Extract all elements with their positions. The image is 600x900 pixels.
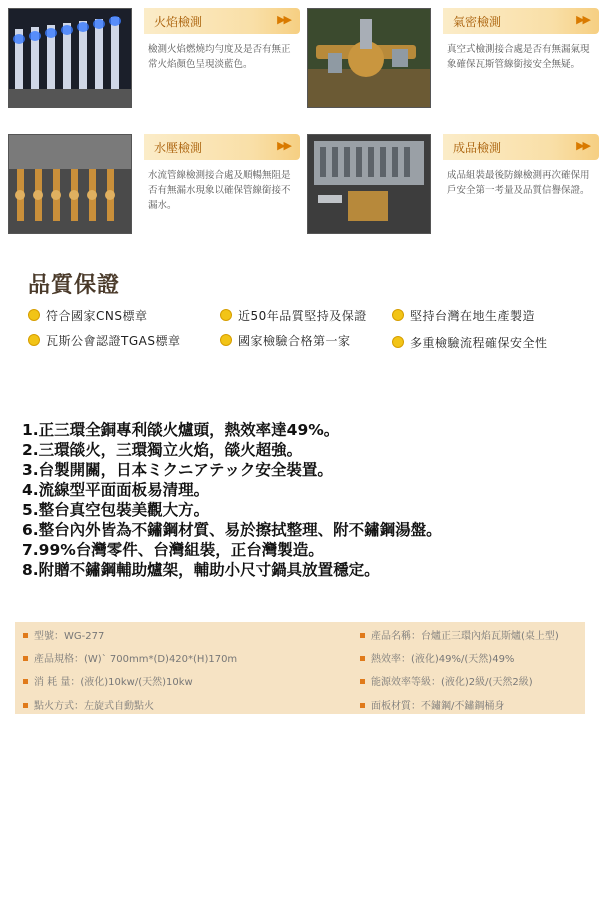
spec-text: 點火方式：左旋式自動點火 bbox=[34, 701, 154, 712]
bullet-dot-icon bbox=[392, 309, 404, 321]
card-description: 真空式檢測接合處是否有無漏氣現象確保瓦斯管線銜接安全無疑。 bbox=[447, 44, 590, 70]
double-arrow-icon: ▶▶ bbox=[277, 13, 290, 26]
card-title: 氣密檢測 bbox=[453, 15, 502, 29]
spec-row bbox=[360, 673, 533, 688]
spec-row bbox=[23, 673, 193, 688]
feature-item: 5.整台真空包裝美觀大方。 bbox=[22, 501, 210, 519]
bullet-dot-icon bbox=[220, 334, 232, 346]
bullet-dot-icon bbox=[28, 334, 40, 346]
spec-text: 產品規格：(W)` 700mm*(D)420*(H)170m bbox=[34, 654, 238, 665]
square-marker-icon bbox=[23, 679, 28, 684]
inspection-card-water-pressure bbox=[8, 134, 300, 246]
square-marker-icon bbox=[360, 679, 365, 684]
square-marker-icon bbox=[360, 633, 365, 638]
water-pressure-photo bbox=[8, 134, 132, 234]
feature-item: 6.整台內外皆為不鏽鋼材質、易於擦拭整理、附不鏽鋼湯盤。 bbox=[22, 521, 442, 539]
spec-text: 產品名稱：台爐正三環內焰瓦斯爐(桌上型) bbox=[371, 631, 559, 642]
quality-item-label: 堅持台灣在地生產製造 bbox=[410, 309, 536, 323]
feature-item: 2.三環燄火，三環獨立火焰，燄火超強。 bbox=[22, 441, 303, 459]
spec-text: 面板材質：不鏽鋼/不鏽鋼桶身 bbox=[371, 701, 505, 712]
spec-row bbox=[360, 627, 559, 642]
spec-text: 熱效率：(液化)49%/(天然)49% bbox=[371, 654, 515, 665]
quality-title: 品質保證 bbox=[28, 273, 121, 298]
card-ribbon bbox=[144, 134, 300, 160]
quality-item-label: 近50年品質堅持及保證 bbox=[238, 309, 367, 323]
inspection-card-flame bbox=[8, 8, 300, 120]
square-marker-icon bbox=[360, 703, 365, 708]
quality-item bbox=[220, 307, 367, 324]
square-marker-icon bbox=[23, 656, 28, 661]
feature-item: 3.台製開關，日本ミクニアテック安全裝置。 bbox=[22, 461, 333, 479]
card-ribbon bbox=[443, 134, 599, 160]
feature-item: 4.流線型平面面板易清理。 bbox=[22, 481, 210, 499]
card-description: 水流管線檢測接合處及順暢無阻是否有無漏水現象以確保管線銜接不漏水。 bbox=[148, 170, 291, 211]
square-marker-icon bbox=[23, 703, 28, 708]
spec-text: 能源效率等級：(液化)2級/(天然2級) bbox=[371, 677, 533, 688]
spec-row bbox=[23, 697, 154, 712]
feature-list bbox=[22, 420, 582, 580]
card-description: 成品組裝最後防線檢測再次確保用戶安全第一考量及品質信譽保證。 bbox=[447, 170, 590, 196]
spec-table bbox=[15, 622, 585, 714]
inspection-card-finished-product bbox=[307, 134, 599, 246]
double-arrow-icon: ▶▶ bbox=[277, 139, 290, 152]
quality-item bbox=[28, 332, 180, 349]
card-ribbon bbox=[443, 8, 599, 34]
card-title: 火焰檢測 bbox=[154, 15, 203, 29]
bullet-dot-icon bbox=[28, 309, 40, 321]
card-title: 水壓檢測 bbox=[154, 141, 203, 155]
quality-item bbox=[220, 332, 351, 349]
spec-row bbox=[23, 627, 104, 642]
quality-item-label: 多重檢驗流程確保安全性 bbox=[410, 336, 548, 350]
card-description: 檢測火焰燃燒均勻度及是否有無正常火焰顏色呈現淡藍色。 bbox=[148, 44, 291, 70]
quality-item bbox=[392, 307, 535, 324]
spec-text: 消 耗 量：(液化)10kw/(天然)10kw bbox=[34, 677, 193, 688]
square-marker-icon bbox=[23, 633, 28, 638]
spec-row bbox=[360, 697, 504, 712]
quality-item-label: 符合國家CNS標章 bbox=[46, 309, 148, 323]
spec-row bbox=[360, 650, 514, 665]
spec-text: 型號：WG-277 bbox=[34, 631, 105, 642]
bullet-dot-icon bbox=[392, 336, 404, 348]
quality-item-label: 瓦斯公會認證TGAS標章 bbox=[46, 334, 181, 348]
feature-item: 8.附贈不鏽鋼輔助爐架，輔助小尺寸鍋具放置穩定。 bbox=[22, 561, 380, 579]
card-ribbon bbox=[144, 8, 300, 34]
inspection-card-airtight bbox=[307, 8, 599, 120]
square-marker-icon bbox=[360, 656, 365, 661]
airtight-test-photo bbox=[307, 8, 431, 108]
card-title: 成品檢測 bbox=[453, 141, 502, 155]
double-arrow-icon: ▶▶ bbox=[576, 139, 589, 152]
flame-test-photo bbox=[8, 8, 132, 108]
bullet-dot-icon bbox=[220, 309, 232, 321]
finished-product-photo bbox=[307, 134, 431, 234]
spec-row bbox=[23, 650, 237, 665]
quality-item bbox=[392, 334, 548, 351]
double-arrow-icon: ▶▶ bbox=[576, 13, 589, 26]
feature-item: 7.99%台灣零件、台灣組裝，正台灣製造。 bbox=[22, 541, 324, 559]
feature-item: 1.正三環全銅專利燄火爐頭，熱效率達49%。 bbox=[22, 421, 340, 439]
quality-item bbox=[28, 307, 147, 324]
quality-item-label: 國家檢驗合格第一家 bbox=[238, 334, 351, 348]
